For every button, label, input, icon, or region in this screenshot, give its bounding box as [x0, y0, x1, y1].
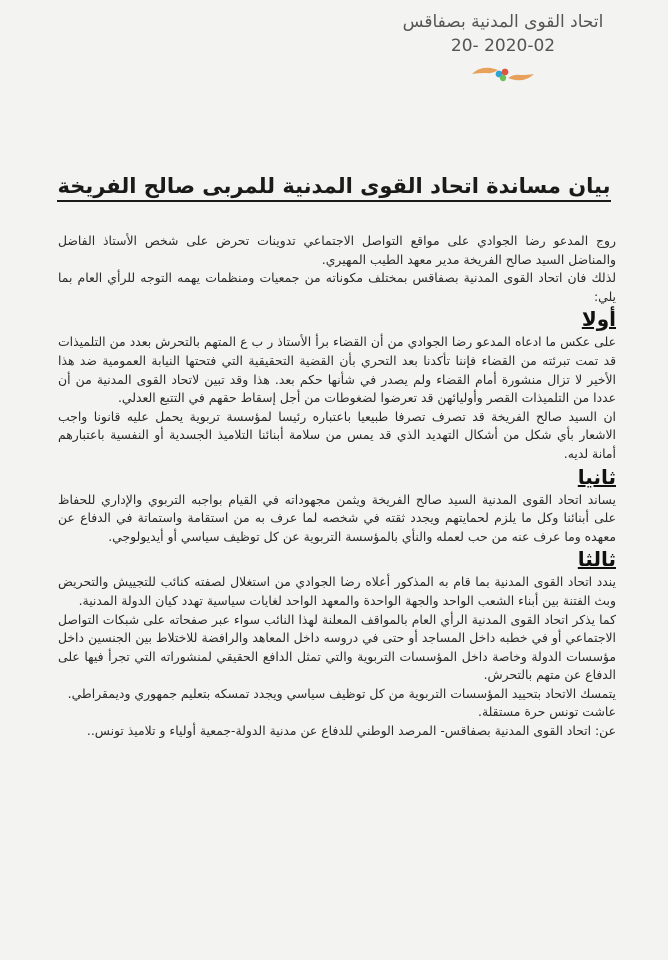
- hands-logo-icon: [338, 60, 668, 88]
- closing-line: عاشت تونس حرة مستقلة.: [478, 704, 616, 720]
- intro-paragraph: لذلك فان اتحاد القوى المدنية بصفاقس بمختلف مكوناته من جمعيات ومنظمات يهمه التوجه للرأي العام بما يلي:: [58, 270, 616, 304]
- organization-name: اتحاد القوى المدنية بصفاقس: [402, 12, 604, 32]
- section-paragraph: كما يذكر اتحاد القوى المدنية الرأي العام بالمواقف المعلنة لهذا النائب سواء عبر صفحاته على شبكات التواصل الاجتماعي أو في خطبه داخل المساجد أو حتى في دروسه داخل المعاهد والرافضة للاختلاط بين الجنسين داخل مؤسسات الدولة وخاصة داخل المؤسسات التربوية والتي تمثل الدافع الحقيقي لمنشوراته التي تجرأ فيها على الدفاع عن متهم بالتحرش.: [58, 611, 616, 683]
- intro-paragraph: روج المدعو رضا الجوادي على مواقع التواصل الاجتماعي تدوينات تحرض على شخص الأستاذ الفاضل والمناضل السيد صالح الفريخة مدير معهد الطيب المهيري.: [58, 233, 616, 267]
- document-title: بيان مساندة اتحاد القوى المدنية للمربى صالح الفريخة: [0, 174, 668, 198]
- section-heading-second: ثانيا: [577, 464, 616, 489]
- document-body: [58, 232, 616, 741]
- section-paragraph: يندد اتحاد القوى المدنية بما قام به المذكور أعلاه رضا الجوادي من استغلال لصفته كنائب للتجييش والتحريض وبث الفتنة بين أبناء الشعب الواحد والجهة الواحدة والمعهد الواحد لغايات سياسية تهدد كيان الدولة المدنية.: [58, 574, 616, 608]
- section-paragraph: ان السيد صالح الفريخة قد تصرف تصرفا طبيعيا باعتباره رئيسا لمؤسسة تربوية يحمل عليه قانونا واجب الاشعار بأي شكل من أشكال التهديد الذي قد يمس من سلامة أبنائنا التلاميذ الجسدية أو النفسية باعتبارهم أمانة لديه.: [58, 408, 616, 461]
- section-heading-first: أولا: [581, 307, 616, 332]
- letterhead: [338, 10, 668, 88]
- section-paragraph: يساند اتحاد القوى المدنية السيد صالح الفريخة ويثمن مجهوداته في القيام بواجبه التربوي والإداري للحفاظ على أبنائنا وكل ما يلزم لحمايتهم ويجدد ثقته في شخصه لما عرف به من استقامة واستماتة في الدفاع عن معهده وما عرف عنه من حب لعمله والنأي بالمؤسسة التربوية عن كل توظيف سياسي أو أيديولوجي.: [58, 491, 616, 544]
- section-heading-third: ثالثا: [577, 547, 616, 572]
- section-paragraph: على عكس ما ادعاه المدعو رضا الجوادي من أن القضاء برأ الأستاذ ر ب ع المتهم بالتحرش بعدد من التلميذات قد تمت تبرئته من القضاء فإننا تأكدنا بعد التحري بأن القضية التحقيقية التي فتحتها النيابة العمومية ضد هذا الأخير لا تزال منشورة أمام القضاء ولم يصدر في شأنها حكم بعد. هذا وقد تبين لاتحاد القوى المدنية من أن عددا من التلميذات القصر وأوليائهن قد تعرضوا لضغوطات من أجل إسقاط حقهم في التتبع العدلي.: [58, 334, 616, 406]
- signatories: عن: اتحاد القوى المدنية بصفاقس- المرصد الوطني للدفاع عن مدنية الدولة-جمعية أولياء و تلاميذ تونس..: [86, 723, 616, 739]
- document-date: 2020-02 -20: [450, 36, 556, 56]
- section-paragraph: يتمسك الاتحاد بتحييد المؤسسات التربوية من كل توظيف سياسي ويجدد تمسكه بتعليم جمهوري وديمقراطي.: [67, 685, 616, 701]
